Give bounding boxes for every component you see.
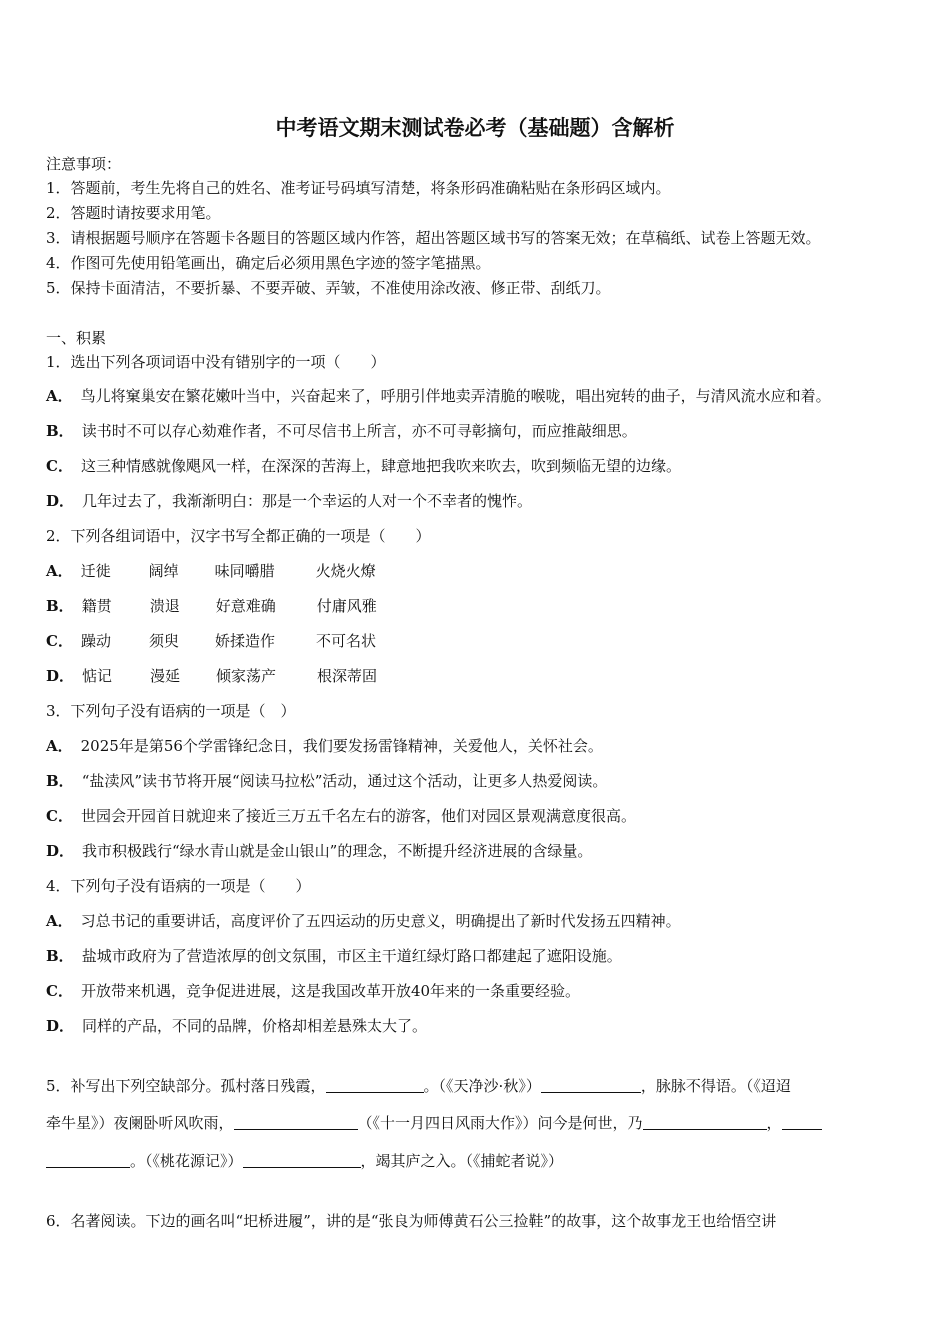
q1-option-a [46,386,831,406]
q2-option-a [46,561,376,581]
option-text: 2025年是第56个学雷锋纪念日，我们要发扬雷锋精神，关爱他人，关怀社会。 [80,737,603,755]
option-word: 倾家荡产 [216,667,277,685]
option-word: 不可名状 [315,632,376,650]
option-word: 味同嚼腊 [214,562,275,580]
q3-option-b [46,771,607,791]
option-text: “盐渎风”读书节将开展“阅读马拉松”活动，通过这个活动，让更多人热爱阅读。 [81,772,608,790]
option-text: 我市积极践行“绿水青山就是金山银山”的理念，不断提升经济进展的含绿量。 [82,842,593,860]
notice-item: 5．保持卡面清洁，不要折暴、不要弄破、弄皱，不准使用涂改液、修正带、刮纸刀。 [46,279,611,297]
answer-blank[interactable] [326,1078,424,1093]
question-text: 牵牛星》）夜阑卧听风吹雨， [46,1114,234,1132]
answer-blank[interactable] [541,1078,641,1093]
option-letter: C． [46,807,73,825]
option-word: 根深蒂固 [317,667,378,685]
question-text: 5．补写出下列空缺部分。孤村落日残霞， [46,1077,326,1095]
option-text: 这三种情感就像飓风一样，在深深的苦海上，肆意地把我吹来吹去，吹到频临无望的边缘。 [80,457,681,475]
option-text: 鸟儿将窠巢安在繁花嫩叶当中，兴奋起来了，呼朋引伴地卖弄清脆的喉咙，唱出宛转的曲子，与清风流水应和着。 [80,387,831,405]
option-letter: B． [46,422,74,440]
option-letter: D． [46,667,75,685]
question-1-stem: 1．选出下列各项词语中没有错别字的一项（ ） [46,353,386,371]
option-word: 付庸风雅 [316,597,377,615]
question-text: 。（《天净沙·秋》） [423,1077,541,1095]
option-word: 漫延 [150,667,181,685]
option-word: 惦记 [82,667,113,685]
q1-option-d [46,491,532,511]
option-word: 迁徙 [80,562,111,580]
question-2-stem: 2．下列各组词语中，汉字书写全都正确的一项是（ ） [46,527,431,545]
answer-blank[interactable] [643,1115,767,1130]
q3-option-a [46,736,603,756]
notice-item: 2．答题时请按要求用笔。 [46,204,221,222]
question-4-stem: 4．下列句子没有语病的一项是（ ） [46,877,311,895]
option-letter: A． [46,562,73,580]
option-text: 盐城市政府为了营造浓厚的创文氛围，市区主干道红绿灯路口都建起了遮阳设施。 [81,947,622,965]
option-text: 读书时不可以存心劾难作者，不可尽信书上所言，亦不可寻彰摘句，而应推敲细思。 [81,422,637,440]
question-5-line-2 [46,1113,822,1133]
option-letter: B． [46,597,74,615]
question-text: ，竭其庐之入。（《捕蛇者说》） [360,1152,564,1170]
notice-item: 3．请根据题号顺序在答题卡各题目的答题区域内作答，超出答题区域书写的答案无效；在草稿纸、试卷上答题无效。 [46,229,821,247]
option-letter: D． [46,492,75,510]
option-letter: D． [46,842,75,860]
q4-option-a [46,911,681,931]
q1-option-b [46,421,637,441]
option-word: 阔绰 [148,562,179,580]
q2-option-b [46,596,377,616]
section-heading: 一、积累 [46,329,107,347]
answer-blank[interactable] [234,1115,358,1130]
option-word: 须臾 [148,632,179,650]
option-letter: C． [46,982,73,1000]
q2-option-d [46,666,377,686]
question-6-stem: 6．名著阅读。下边的画名叫“圯桥进履”，讲的是“张良为师傅黄石公三捡鞋”的故事，这个故事龙王也给悟空讲 [46,1212,777,1230]
option-word: 娇揉造作 [214,632,275,650]
question-text: ，脉脉不得语。（《迢迢 [640,1077,791,1095]
q4-option-c [46,981,580,1001]
option-letter: A． [46,387,73,405]
q3-option-d [46,841,592,861]
option-letter: C． [46,632,73,650]
option-text: 习总书记的重要讲话，高度评价了五四运动的历史意义，明确提出了新时代发扬五四精神。 [80,912,681,930]
question-text: （《十一月四日风雨大作》）问今是何世，乃 [357,1114,643,1132]
option-text: 同样的产品，不同的品牌，价格却相差悬殊太大了。 [82,1017,428,1035]
page-title: 中考语文期末测试卷必考（基础题）含解析 [275,116,675,140]
q1-option-c [46,456,681,476]
option-text: 开放带来机遇，竞争促进进展，这是我国改革开放40年来的一条重要经验。 [80,982,581,1000]
question-5-line-3 [46,1151,563,1171]
option-letter: A． [46,737,73,755]
option-word: 溃退 [149,597,180,615]
answer-blank[interactable] [782,1115,822,1130]
q3-option-c [46,806,636,826]
option-letter: B． [46,947,74,965]
notice-item: 4．作图可先使用铅笔画出，确定后必须用黑色字迹的签字笔描黑。 [46,254,491,272]
option-text: 世园会开园首日就迎来了接近三万五千名左右的游客，他们对园区景观满意度很高。 [80,807,636,825]
question-3-stem: 3．下列句子没有语病的一项是（ ） [46,702,296,720]
option-letter: B． [46,772,74,790]
notice-item: 1．答题前，考生先将自己的姓名、准考证号码填写清楚，将条形码准确粘贴在条形码区域内。 [46,179,671,197]
option-word: 籍贯 [81,597,112,615]
answer-blank[interactable] [46,1153,130,1168]
question-5-line-1 [46,1076,791,1096]
option-word: 火烧火燎 [315,562,376,580]
answer-blank[interactable] [243,1153,361,1168]
q4-option-d [46,1016,427,1036]
option-letter: D． [46,1017,75,1035]
option-letter: A． [46,912,73,930]
option-text: 几年过去了，我渐渐明白：那是一个幸运的人对一个不幸者的愧怍。 [82,492,533,510]
question-text: ， [766,1114,782,1132]
question-text: 。（《桃花源记》） [130,1152,243,1170]
option-letter: C． [46,457,73,475]
option-word: 躁动 [80,632,111,650]
q2-option-c [46,631,376,651]
notice-heading: 注意事项： [46,155,122,173]
q4-option-b [46,946,622,966]
option-word: 好意难确 [215,597,276,615]
